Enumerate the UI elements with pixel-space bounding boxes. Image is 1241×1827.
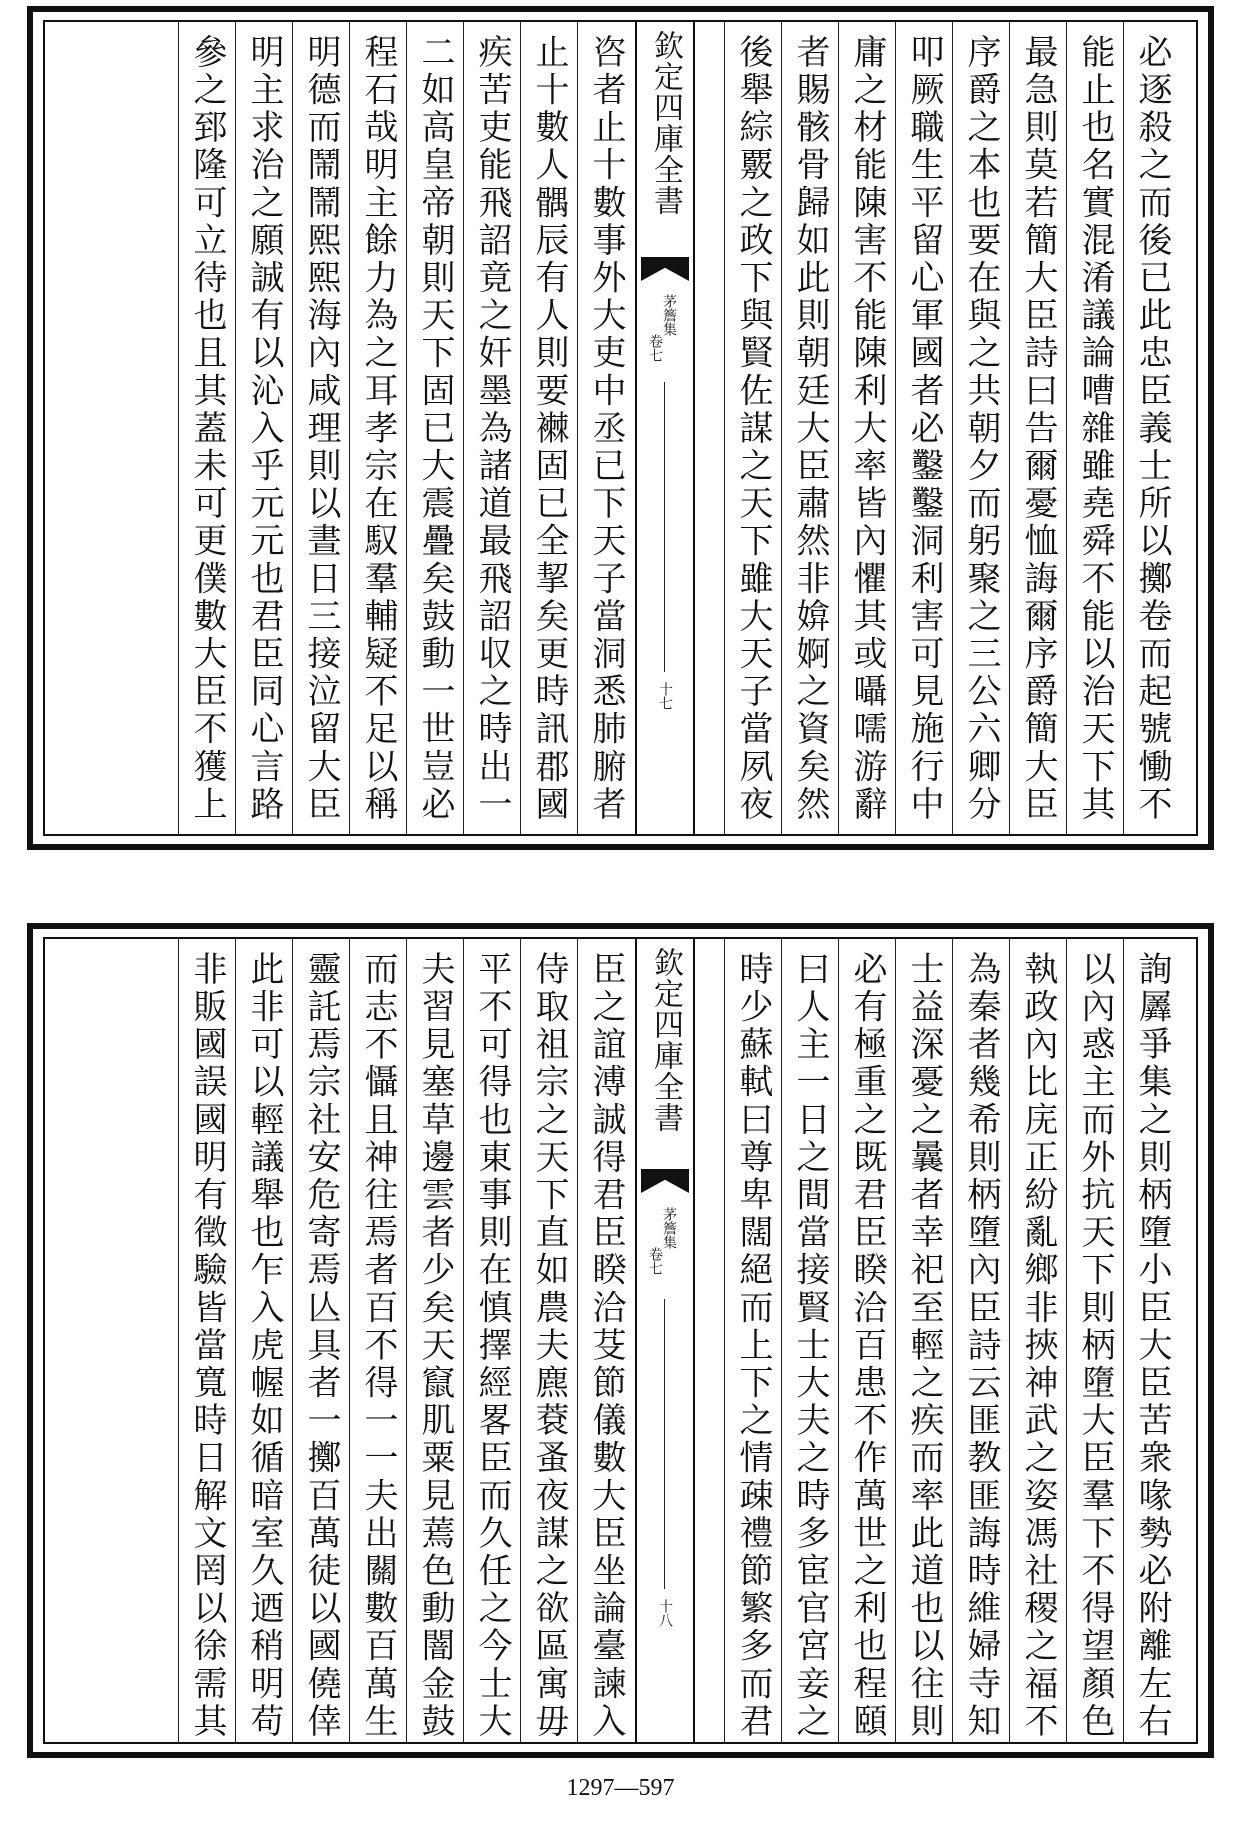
text-column: 必逐殺之而後已此忠臣義士所以擲卷而起號慟不 (1123, 22, 1180, 834)
juan-number: 卷七 (647, 334, 663, 362)
text-column: 靈託焉宗社安危寄焉亾具者一擲百萬徒以國僥倖 (292, 939, 349, 1742)
center-rule (664, 382, 665, 672)
text-column: 庸之材能陳害不能陳利大率皆內懼其或囁嚅游辭 (838, 22, 895, 834)
page-reference-number: 1297—597 (566, 1775, 675, 1801)
fish-tail-mark-icon (641, 1169, 689, 1193)
text-column: 參之郅隆可立待也且其蓋未可更僕數大臣不獲上 (178, 22, 235, 834)
text-column: 侍取祖宗之天下直如農夫麃蔉蚤夜謀之欲區寓毋 (520, 939, 577, 1742)
text-column: 此非可以輕議舉也乍入虎幄如循暗室久迺稍明苟 (235, 939, 292, 1742)
text-column: 時少蘇軾曰尊卑闊絕而上下之情疎禮節繁多而君 (724, 939, 781, 1742)
text-column: 臣之誼溥誠得君臣睽洽芟節儀數大臣坐論臺諫入 (577, 939, 634, 1742)
text-column: 序爵之本也要在與之共朝夕而躬聚之三公六卿分 (952, 22, 1009, 834)
text-column: 非販國誤國明有徵驗皆當寬時日解文罔以徐需其 (178, 939, 235, 1742)
text-column: 以內惑主而外抗天下則柄墮大臣羣下不得望顏色 (1066, 939, 1123, 1742)
text-column: 士益深憂之曩者幸祀至輕之疾而率此道也以往則 (895, 939, 952, 1742)
collection-title: 欽定四庫全書 (648, 947, 683, 1133)
book-title: 茅簷集 (661, 1207, 677, 1249)
text-column: 能止也名實混淆議論嘈雜雖堯舜不能以治天下其 (1066, 22, 1123, 834)
folio-number: 十七 (657, 682, 673, 710)
text-column: 詢羼爭集之則柄墮小臣大臣苦衆喙勢必附離左右 (1123, 939, 1180, 1742)
lower-folio-page (27, 923, 1214, 1758)
text-column: 疾苦吏能飛詔竟之奸墨為諸道最飛詔収之時出一 (463, 22, 520, 834)
folio-number: 十八 (657, 1599, 673, 1627)
text-column: 二如高皇帝朝則天下固已大震疊矣鼓動一世豈必 (406, 22, 463, 834)
text-column: 止十數人髃辰有人則要襋固已全挈矣更時訊郡國 (520, 22, 577, 834)
text-column: 夫習見塞草邊雲者少矣天竄肌粟見蔫色動闇金鼓 (406, 939, 463, 1742)
text-column: 曰人主一日之間當接賢士大夫之時多宦官宮妾之 (781, 939, 838, 1742)
book-title: 茅簷集 (661, 294, 677, 336)
text-column: 明主求治之願誠有以沁入乎元元也君臣同心言路 (235, 22, 292, 834)
text-column: 者賜骸骨歸如此則朝廷大臣肅然非媕婀之資矣然 (781, 22, 838, 834)
text-column: 後舉綜覈之政下與賢佐謀之天下雖大天子當夙夜 (724, 22, 781, 834)
banxin-center-strip (635, 939, 695, 1742)
text-column: 平不可得也東事則在慎擇經畧臣而久任之今士大 (463, 939, 520, 1742)
upper-folio-page (27, 6, 1214, 850)
fish-tail-mark-icon (641, 257, 689, 281)
lower-text-frame (43, 937, 1198, 1744)
text-column: 為秦者幾希則柄墮內臣詩云匪教匪誨時維婦寺知 (952, 939, 1009, 1742)
text-column: 叩厥職生平留心軍國者必鑿鑿洞利害可見施行中 (895, 22, 952, 834)
text-column: 最急則莫若簡大臣詩曰告爾憂恤誨爾序爵簡大臣 (1009, 22, 1066, 834)
text-column: 必有極重之既君臣睽洽百患不作萬世之利也程頤 (838, 939, 895, 1742)
text-column: 程石哉明主餘力為之耳孝宗在馭羣輔疑不足以稱 (349, 22, 406, 834)
text-column: 而志不懾且神往焉者百不得一一夫出關數百萬生 (349, 939, 406, 1742)
banxin-center-strip (635, 22, 695, 834)
juan-number: 卷七 (647, 1247, 663, 1275)
upper-text-frame (43, 20, 1198, 836)
collection-title: 欽定四庫全書 (648, 30, 683, 216)
text-column: 咨者止十數事外大吏中丞已下天子當洞悉肺腑者 (577, 22, 634, 834)
text-column: 明德而鬧鬧熙熙海內咸理則以晝日三接泣留大臣 (292, 22, 349, 834)
center-rule (664, 1299, 665, 1589)
text-column: 執政內比庑正紛亂鄉非挾神武之姿馮社稷之福不 (1009, 939, 1066, 1742)
